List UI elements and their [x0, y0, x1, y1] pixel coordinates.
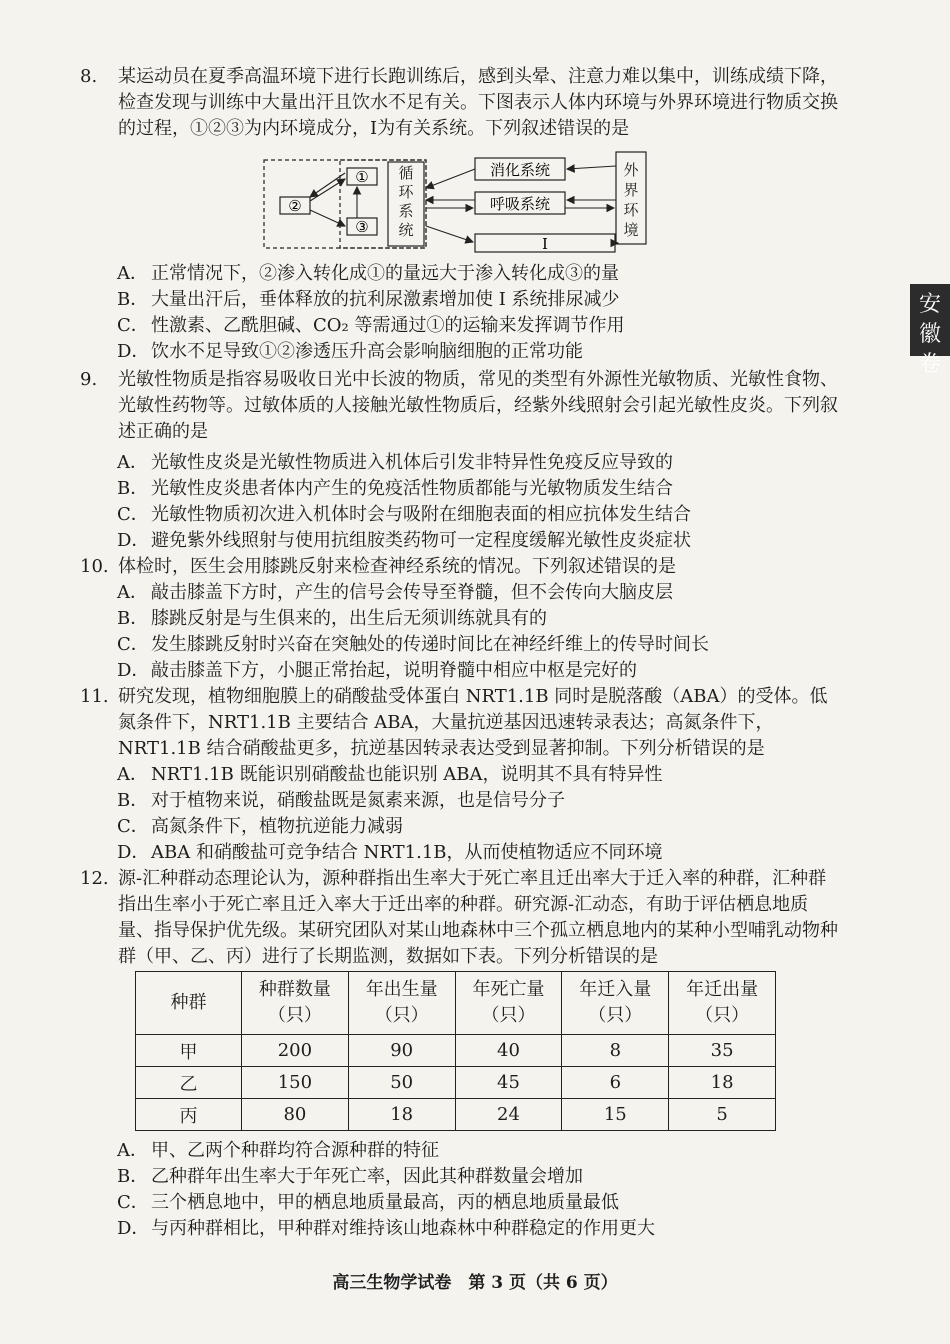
option-label: A．	[117, 582, 148, 603]
option-label: D．	[117, 1218, 150, 1239]
page-footer: 高三生物学试卷 第 3 页（共 6 页）	[332, 1273, 618, 1293]
q8-option-a[interactable]	[117, 261, 857, 287]
q9-option-d[interactable]	[117, 528, 857, 554]
question-10	[80, 554, 840, 580]
option-label: C．	[117, 816, 149, 837]
population-table	[135, 971, 776, 1131]
option-label: D．	[117, 530, 150, 551]
q8-option-b[interactable]	[117, 287, 857, 313]
option-text: 三个栖息地中，甲的栖息地质量最高，丙的栖息地质量最低	[151, 1192, 619, 1213]
header-unit: （只）	[374, 1005, 429, 1026]
table-header-row	[136, 972, 776, 1035]
question-stem: 光敏性物质是指容易吸收日光中长波的物质，常见的类型有外源性光敏物质、光敏性食物、光敏性药物等。过敏体质的人接触光敏性物质后，经紫外线照射会引起光敏性皮炎。下列叙述正确的是	[118, 369, 838, 442]
q11-option-d[interactable]	[117, 840, 857, 866]
question-stem: 源-汇种群动态理论认为，源种群指出生率大于死亡率且迁出率大于迁入率的种群，汇种群指出生率小于死亡率且迁入率大于迁出率的种群。研究源-汇动态，有助于评估栖息地质量、指导保护优先级。某研究团队对某山地森林中三个孤立栖息地内的某种小型哺乳动物种群（甲、乙、丙）进行了长期监测，数据如下表。下列分析错误的是	[118, 868, 838, 967]
header-unit: （只）	[267, 1005, 322, 1026]
option-text: 光敏性皮炎患者体内产生的免疫活性物质都能与光敏物质发生结合	[151, 478, 673, 499]
option-text: 膝跳反射是与生俱来的，出生后无须训练就具有的	[151, 608, 547, 629]
table-cell: 18	[669, 1067, 776, 1099]
q11-option-c[interactable]	[117, 814, 857, 840]
table-cell: 45	[455, 1067, 562, 1099]
option-text: 饮水不足导致①②渗透压升高会影响脑细胞的正常功能	[151, 341, 583, 362]
header-unit: （只）	[481, 1005, 536, 1026]
question-stem: 研究发现，植物细胞膜上的硝酸盐受体蛋白 NRT1.1B 同时是脱落酸（ABA）的受体。低氮条件下，NRT1.1B 主要结合 ABA，大量抗逆基因迅速转录表达；高氮条件下，NRT1.1B 结合硝酸盐更多，抗逆基因转录表达受到显著抑制。下列分析错误的是	[118, 686, 828, 759]
header-cell	[348, 972, 455, 1035]
q10-option-c[interactable]	[117, 632, 857, 658]
option-text: 发生膝跳反射时兴奋在突触处的传递时间比在神经纤维上的传导时间长	[151, 634, 709, 655]
question-number: 11.	[80, 686, 109, 707]
option-text: 对于植物来说，硝酸盐既是氮素来源，也是信号分子	[151, 790, 565, 811]
table-row	[136, 1035, 776, 1067]
question-8	[80, 64, 840, 142]
option-text: 与丙种群相比，甲种群对维持该山地森林中种群稳定的作用更大	[151, 1218, 655, 1239]
table-cell: 丙	[136, 1099, 242, 1131]
q8-option-d[interactable]	[117, 339, 857, 365]
table-cell: 200	[242, 1035, 349, 1067]
option-label: A．	[117, 263, 148, 284]
node-2: ②	[288, 197, 302, 215]
option-text: 高氮条件下，植物抗逆能力减弱	[151, 816, 403, 837]
question-11	[80, 684, 840, 762]
table-cell: 乙	[136, 1067, 242, 1099]
option-label: B．	[117, 1166, 149, 1187]
question-stem: 体检时，医生会用膝跳反射来检查神经系统的情况。下列叙述错误的是	[118, 556, 676, 577]
option-label: B．	[117, 478, 149, 499]
table-cell: 40	[455, 1035, 562, 1067]
header-cell	[455, 972, 562, 1035]
q12-option-d[interactable]	[117, 1216, 857, 1242]
q12-option-c[interactable]	[117, 1190, 857, 1216]
header-cell	[136, 972, 242, 1035]
digestive-system-label: 消化系统	[489, 161, 551, 179]
table-row	[136, 1067, 776, 1099]
option-label: D．	[117, 660, 150, 681]
node-3: ③	[355, 218, 369, 236]
header-cell	[562, 972, 669, 1035]
q12-option-a[interactable]	[117, 1138, 857, 1164]
table-cell: 80	[242, 1099, 349, 1131]
option-text: 避免紫外线照射与使用抗组胺类药物可一定程度缓解光敏性皮炎症状	[151, 530, 691, 551]
external-environment-text: 外界环境	[623, 161, 639, 239]
option-text: 光敏性皮炎是光敏性物质进入机体后引发非特异性免疫反应导致的	[151, 452, 673, 473]
table-cell: 24	[455, 1099, 562, 1131]
table-cell: 5	[669, 1099, 776, 1131]
option-text: 光敏性物质初次进入机体时会与吸附在细胞表面的相应抗体发生结合	[151, 504, 691, 525]
side-tab: 安徽卷	[910, 284, 950, 356]
header-line: 年出生量	[365, 979, 438, 1000]
option-label: D．	[117, 341, 150, 362]
option-label: A．	[117, 764, 148, 785]
q10-option-a[interactable]	[117, 580, 857, 606]
option-label: A．	[117, 452, 148, 473]
table-cell: 18	[348, 1099, 455, 1131]
option-label: B．	[117, 289, 149, 310]
option-text: 正常情况下，②渗入转化成①的量远大于渗入转化成③的量	[151, 263, 619, 284]
option-text: 敲击膝盖下方，小腿正常抬起，说明脊髓中相应中枢是完好的	[151, 660, 637, 681]
option-label: C．	[117, 1192, 149, 1213]
circulatory-system-text: 循环系统	[398, 164, 414, 239]
table-cell: 90	[348, 1035, 455, 1067]
option-text: 敲击膝盖下方时，产生的信号会传导至脊髓，但不会传向大脑皮层	[151, 582, 673, 603]
header-cell	[669, 972, 776, 1035]
q8-option-c[interactable]	[117, 313, 857, 339]
table-cell: 50	[348, 1067, 455, 1099]
q11-option-b[interactable]	[117, 788, 857, 814]
header-line: 年迁入量	[579, 979, 652, 1000]
table-cell: 6	[562, 1067, 669, 1099]
option-label: B．	[117, 608, 149, 629]
option-label: D．	[117, 842, 150, 863]
header-line: 种群数量	[258, 979, 331, 1000]
option-text: ABA 和硝酸盐可竞争结合 NRT1.1B，从而使植物适应不同环境	[151, 842, 663, 863]
question-number: 8.	[80, 66, 98, 87]
exchange-diagram	[0, 148, 950, 253]
header-line: 年迁出量	[686, 979, 759, 1000]
option-text: 大量出汗后，垂体释放的抗利尿激素增加使 I 系统排尿减少	[151, 289, 620, 310]
option-label: C．	[117, 634, 149, 655]
q12-option-b[interactable]	[117, 1164, 857, 1190]
table-cell: 8	[562, 1035, 669, 1067]
header-cell	[242, 972, 349, 1035]
table-row	[136, 1099, 776, 1131]
respiratory-system-label: 呼吸系统	[489, 195, 551, 213]
q9-option-c[interactable]	[117, 502, 857, 528]
q10-option-b[interactable]	[117, 606, 857, 632]
question-number: 12.	[80, 868, 109, 889]
option-text: NRT1.1B 既能识别硝酸盐也能识别 ABA，说明其不具有特异性	[151, 764, 663, 785]
header-line: 年死亡量	[472, 979, 545, 1000]
node-1: ①	[355, 168, 369, 186]
question-number: 9.	[80, 369, 98, 390]
option-text: 甲、乙两个种群均符合源种群的特征	[151, 1140, 439, 1161]
q10-option-d[interactable]	[117, 658, 857, 684]
table-cell: 150	[242, 1067, 349, 1099]
header-line: 种群	[170, 992, 207, 1013]
q9-option-b[interactable]	[117, 476, 857, 502]
table-cell: 35	[669, 1035, 776, 1067]
header-unit: （只）	[588, 1005, 643, 1026]
question-9	[80, 367, 840, 445]
question-stem: 某运动员在夏季高温环境下进行长跑训练后，感到头晕、注意力难以集中，训练成绩下降，检查发现与训练中大量出汗且饮水不足有关。下图表示人体内环境与外界环境进行物质交换的过程，①②③为内环境成分，I为有关系统。下列叙述错误的是	[118, 66, 838, 139]
option-label: C．	[117, 504, 149, 525]
option-label: A．	[117, 1140, 148, 1161]
q11-option-a[interactable]	[117, 762, 857, 788]
option-label: C．	[117, 315, 149, 336]
option-text: 性激素、乙酰胆碱、CO₂ 等需通过①的运输来发挥调节作用	[151, 315, 625, 336]
system-i-label: I	[542, 235, 548, 253]
option-text: 乙种群年出生率大于年死亡率，因此其种群数量会增加	[151, 1166, 583, 1187]
q9-option-a[interactable]	[117, 450, 857, 476]
question-number: 10.	[80, 556, 109, 577]
table-cell: 甲	[136, 1035, 242, 1067]
table-cell: 15	[562, 1099, 669, 1131]
question-12	[80, 866, 840, 970]
header-unit: （只）	[695, 1005, 750, 1026]
option-label: B．	[117, 790, 149, 811]
